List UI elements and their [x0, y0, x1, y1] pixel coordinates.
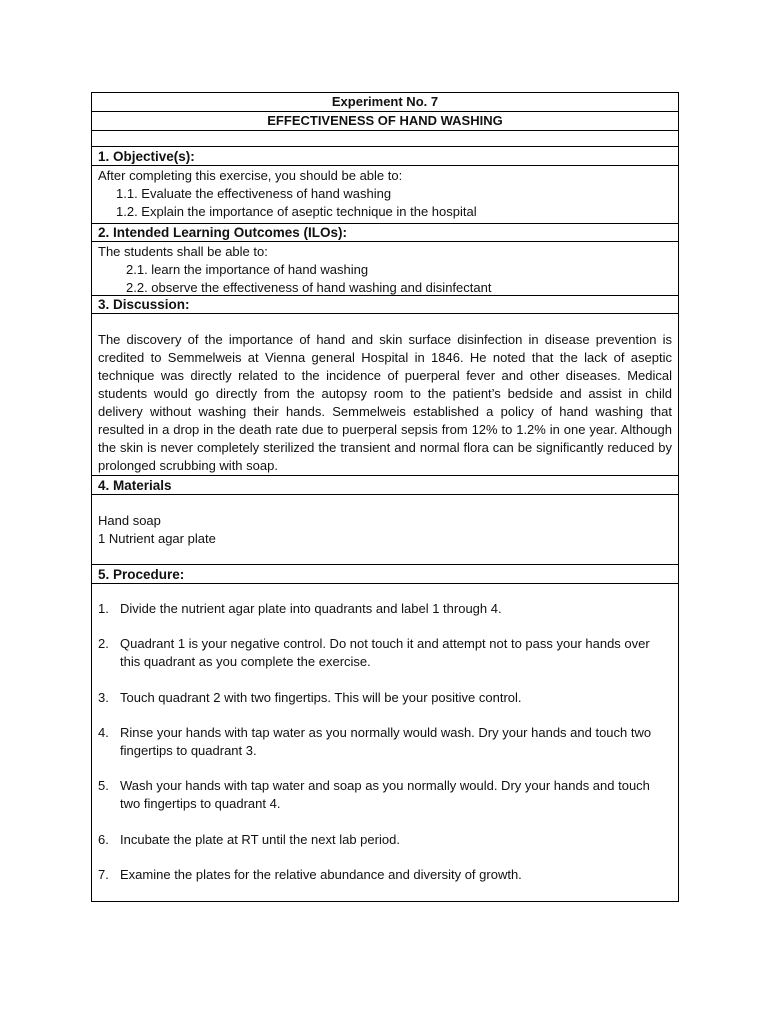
step-number: 4. [98, 725, 109, 740]
step-number: 5. [98, 778, 109, 793]
step-text: Wash your hands with tap water and soap as you normally would. Dry your hands and touch two fingertips to quadrant 4. [120, 778, 650, 811]
experiment-sheet [91, 92, 679, 902]
procedure-step [98, 724, 672, 760]
ilo-item: 2.1. learn the importance of hand washing [126, 262, 369, 277]
step-number: 6. [98, 832, 109, 847]
procedure-step [98, 831, 672, 849]
step-text: Incubate the plate at RT until the next lab period. [120, 832, 400, 847]
materials-heading: 4. Materials [92, 476, 678, 495]
step-text: Examine the plates for the relative abundance and diversity of growth. [120, 867, 522, 882]
procedure-steps [98, 600, 672, 884]
step-number: 2. [98, 636, 109, 651]
procedure-step [98, 866, 672, 884]
step-number: 7. [98, 867, 109, 882]
procedure-step [98, 635, 672, 671]
procedure-step [98, 600, 672, 618]
step-number: 1. [98, 601, 109, 616]
ilo-item: 2.2. observe the effectiveness of hand washing and disinfectant [126, 280, 492, 295]
procedure-step [98, 689, 672, 707]
objective-item: 1.1. Evaluate the effectiveness of hand washing [116, 186, 392, 201]
step-text: Rinse your hands with tap water as you normally would wash. Dry your hands and touch two fingertips to quadrant 3. [120, 725, 652, 758]
objective-item: 1.2. Explain the importance of aseptic technique in the hospital [116, 204, 477, 219]
objectives-heading: 1. Objective(s): [92, 147, 678, 166]
discussion-text: The discovery of the importance of hand and skin surface disinfection in disease prevention is credited to Semmelweis at Vienna general Hospital in 1846. He noted that the lack of aseptic technique was directly related to the incidence of puerperal fever and other diseases. Medical students would go directly from the autopsy room to the patient’s bedside and assist in child delivery without washing their hands. Semmelweis established a policy of hand washing that resulted in a drop in the death rate due to puerperal sepsis from 12% to 1.2% in one year. Although the skin is never completely sterilized the transient and normal flora can be significantly reduced by prolonged scrubbing with soap. [98, 332, 672, 473]
ilos-body [92, 242, 678, 296]
objectives-body [92, 166, 678, 224]
material-item: Hand soap [98, 513, 161, 528]
discussion-body [92, 314, 678, 476]
experiment-number: Experiment No. 7 [92, 93, 678, 112]
procedure-step [98, 777, 672, 813]
procedure-heading: 5. Procedure: [92, 565, 678, 584]
step-text: Divide the nutrient agar plate into quadrants and label 1 through 4. [120, 601, 502, 616]
materials-body [92, 495, 678, 565]
material-item: 1 Nutrient agar plate [98, 531, 216, 546]
step-number: 3. [98, 690, 109, 705]
procedure-body [92, 584, 678, 901]
spacer-row [92, 131, 678, 147]
objectives-intro: After completing this exercise, you should be able to: [98, 168, 403, 183]
step-text: Quadrant 1 is your negative control. Do not touch it and attempt not to pass your hands over this quadrant as you complete the exercise. [120, 636, 650, 669]
ilos-intro: The students shall be able to: [98, 244, 268, 259]
step-text: Touch quadrant 2 with two fingertips. This will be your positive control. [120, 690, 522, 705]
ilos-heading: 2. Intended Learning Outcomes (ILOs): [92, 224, 678, 242]
experiment-title: EFFECTIVENESS OF HAND WASHING [92, 112, 678, 131]
discussion-heading: 3. Discussion: [92, 296, 678, 314]
